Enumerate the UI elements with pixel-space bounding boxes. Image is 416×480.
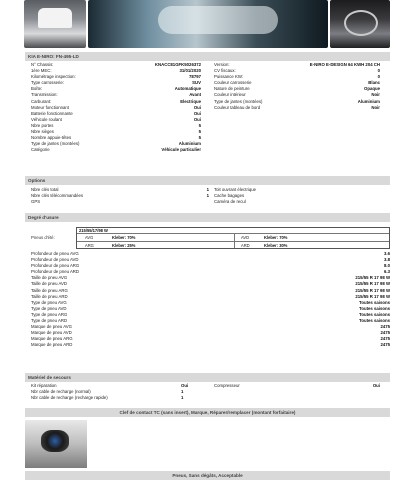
secours-left — [31, 383, 219, 401]
secours-field-value: Oui — [372, 383, 380, 388]
tyre-wear-avd: 70% — [279, 234, 288, 240]
vehicle-photo-rear[interactable] — [24, 0, 86, 48]
vehicle-photo-front[interactable] — [88, 0, 328, 48]
vehicle-field-value: Noir — [371, 92, 380, 98]
vehicle-field-label: Type de jantes (montées) — [31, 141, 80, 147]
tyre-detail-label: Profondeur de pneu AVG — [31, 251, 79, 256]
tyre-detail-label: Marque de pneu AVD — [31, 330, 72, 336]
vehicle-photo-dashboard[interactable] — [330, 0, 390, 48]
options-left — [31, 187, 209, 205]
vehicle-field-label: N° Chassis: — [31, 62, 54, 67]
tyre-detail-label: Profondeur de pneu AVD — [31, 257, 79, 263]
vehicle-field — [31, 147, 201, 153]
tyre-detail-value: Toutes saisons — [359, 299, 390, 305]
tyre-detail-value: Toutes saisons — [359, 305, 390, 311]
tyre-detail-label: Type de pneu AVG — [31, 299, 67, 305]
vehicle-field-label: Nombre appuie-têtes — [31, 135, 72, 141]
vehicle-field-label: Couleur carrosserie — [214, 80, 252, 86]
tyre-wear-table — [76, 227, 390, 249]
tyre-detail-value: 2475 — [380, 324, 390, 330]
tyre-detail-value: 3.6 — [384, 251, 390, 256]
secours-title: Matériel de secours — [28, 375, 71, 380]
vehicle-field-value: Véhicule particulier — [161, 147, 201, 153]
tyre-detail-value: Toutes saisons — [359, 311, 390, 317]
vehicle-field-value: 0 — [377, 68, 380, 74]
secours-field — [31, 395, 219, 401]
vehicle-field-label: Nbre portes — [31, 122, 54, 128]
secours-field-label: Kit réparation — [31, 383, 57, 388]
secours-field-value: Oui — [181, 383, 189, 388]
option-item — [214, 199, 374, 205]
tyre-brand-avd: Kleber: — [264, 234, 279, 240]
vehicle-field-label: Transmission: — [31, 92, 58, 98]
tyre-wear-ard: 30% — [279, 242, 288, 248]
options-right — [214, 187, 374, 205]
key-photo[interactable] — [25, 420, 87, 468]
vehicle-field-label: Moteur fonctionnant — [31, 104, 69, 110]
vehicle-field-value: Aluminium — [178, 141, 201, 147]
tyre-detail-value: Toutes saisons — [359, 318, 390, 324]
vehicle-field-label: CV fiscaux: — [214, 68, 236, 74]
tyre-detail-label: Taille de pneu AVG — [31, 275, 68, 281]
vehicle-field-label: Nature de peinture — [214, 86, 250, 92]
option-count-label: Nbre clés télécommandées — [31, 193, 84, 199]
footer-text: Pneus, Sans dégâts, Acceptable — [172, 473, 243, 478]
option-count-label: Nbre clés total — [31, 187, 59, 192]
tyre-pos-ard: ARD — [241, 242, 250, 248]
vehicle-field-value: 78797 — [189, 74, 201, 80]
tyre-pos-avd: AVD — [241, 234, 250, 240]
option-item-label: Cache bagages — [214, 193, 245, 199]
vehicle-title-bar — [25, 52, 390, 61]
tyre-wear-avg: 70% — [127, 234, 136, 240]
vehicle-field-value: Automatique — [174, 86, 201, 92]
vehicle-field-value: 0 — [377, 74, 380, 80]
vehicle-field-value: 5 — [198, 122, 201, 128]
vehicle-field-value: SUV — [192, 80, 201, 86]
tyre-detail-value: 215/55 R 17 98 W — [355, 287, 390, 293]
vehicle-field-value: 5 — [198, 135, 201, 141]
vehicle-field-label: Nbre sièges — [31, 129, 54, 135]
key-section-bar — [25, 408, 390, 417]
tyre-detail-value: 2475 — [380, 336, 390, 342]
vehicle-field-label: Batterie fonctionnante — [31, 110, 73, 116]
tyre-brand-arg: Kleber: — [112, 242, 127, 248]
option-count-value: 1 — [206, 193, 209, 199]
vehicle-field-value: KNACC81GFK5026372 — [154, 62, 201, 67]
tyre-size: 215/55/17/98 W — [79, 228, 108, 233]
vehicle-field — [214, 105, 380, 111]
tyre-wear-arg: 25% — [127, 242, 136, 248]
tyre-detail-value: 215/55 R 17 98 W — [355, 293, 390, 299]
vehicle-field-value: Aluminium — [357, 98, 380, 104]
vehicle-field-label: Boîte: — [31, 86, 43, 92]
vehicle-field-value: Noir — [371, 104, 380, 110]
vehicle-details-right — [214, 62, 380, 111]
tyre-detail-value: 2475 — [380, 342, 390, 348]
key-section-title: Clef de contact TC (sans insert), Marque, Réparer/remplacer (montant forfaitaire) — [119, 410, 296, 415]
option-count — [31, 199, 209, 205]
vehicle-field-label: Puissance KW: — [214, 74, 244, 80]
vehicle-field-label: Couleur tableau de bord — [214, 104, 261, 110]
tyre-detail-value: 2475 — [380, 330, 390, 336]
vehicle-field-value: Avant — [189, 92, 201, 98]
vehicle-field-value: E-NIRO E-DESIGN 64 KWH 204 CH — [309, 62, 380, 67]
tyre-detail-value: 215/55 R 17 98 W — [355, 281, 390, 287]
vehicle-field-value: Oui — [193, 116, 201, 122]
vehicle-field-label: Véhicule roulant — [31, 116, 62, 122]
vehicle-field-value: 5 — [198, 129, 201, 135]
secours-field — [214, 383, 380, 389]
tyre-detail-label: Taille de pneu ARD — [31, 293, 68, 299]
tyre-detail-label: Type de pneu ARG — [31, 311, 68, 317]
vehicle-details-left — [31, 62, 201, 153]
vehicle-field-label: Carburant: — [31, 98, 52, 104]
tyre-detail-label: Type de pneu ARD — [31, 318, 68, 324]
secours-field-value: 1 — [181, 395, 184, 401]
vehicle-field-value: Electrique — [180, 98, 201, 104]
option-count-value: 1 — [206, 187, 209, 192]
vehicle-field-value: 31/01/2020 — [179, 68, 201, 74]
secours-section-bar — [25, 373, 390, 382]
secours-right — [214, 383, 380, 389]
usure-title: Degré d'usure — [28, 215, 59, 220]
tyre-detail — [31, 342, 390, 348]
tyre-detail-value: 8.0 — [384, 263, 390, 269]
tyre-brand-avg: Kleber: — [112, 234, 127, 240]
tyre-detail-value: 6.3 — [384, 269, 390, 275]
tyre-type-label: Pneus d'été: — [31, 235, 55, 240]
tyre-detail-label: Marque de pneu ARD — [31, 342, 73, 348]
vehicle-field-value: Opaque — [364, 86, 380, 92]
secours-field-label: Compresseur — [214, 383, 240, 388]
option-item-label: Caméra de recul — [214, 199, 246, 205]
tyre-detail-label: Profondeur de pneu ARG — [31, 263, 80, 269]
vehicle-field-label: Catégorie — [31, 147, 50, 153]
vehicle-field-value: Blanc — [368, 80, 380, 86]
vehicle-field-label: Type carrosserie: — [31, 80, 64, 86]
tyre-detail-label: Type de pneu AVD — [31, 305, 67, 311]
vehicle-field-label: Type de jantes (montées) — [214, 98, 263, 104]
tyre-detail-label: Marque de pneu AVG — [31, 324, 73, 330]
tyre-detail-label: Marque de pneu ARG — [31, 336, 73, 342]
secours-field-label: Nbr cable de recharge (recharge rapide) — [31, 395, 108, 401]
vehicle-field-label: 1ère MEC: — [31, 68, 52, 74]
options-section-bar — [25, 176, 390, 185]
tyre-detail-label: Taille de pneu ARG — [31, 287, 68, 293]
tyre-pos-arg: ARG — [85, 242, 94, 248]
vehicle-field-value: Oui — [193, 104, 201, 110]
options-title: Options — [28, 178, 46, 183]
secours-field-label: Nbr cable de recharge (normal) — [31, 389, 91, 395]
tyre-detail-value: 3.8 — [384, 257, 390, 263]
tyre-detail-label: Profondeur de pneu ARD — [31, 269, 80, 275]
vehicle-field-label: Couleur intérieur — [214, 92, 246, 98]
tyre-brand-ard: Kleber: — [264, 242, 279, 248]
vehicle-field-label: Kilométrage inspection: — [31, 74, 76, 80]
usure-section-bar — [25, 213, 390, 222]
tyre-pos-avg: AVG — [85, 234, 94, 240]
vehicle-field-value: Oui — [193, 110, 201, 116]
photo-strip — [0, 0, 416, 50]
footer-bar — [25, 471, 390, 480]
tyre-detail-value: 215/55 R 17 98 W — [355, 275, 390, 281]
option-item-label: Toit ouvrant électrique — [214, 187, 257, 192]
tyre-detail-label: Taille de pneu AVD — [31, 281, 67, 287]
secours-field-value: 1 — [181, 389, 184, 395]
option-count-label: GPS — [31, 199, 41, 205]
vehicle-field-label: Version: — [214, 62, 230, 67]
tyre-details-list — [31, 251, 390, 349]
vehicle-title: KIA E-NIRO: FN-495-LD — [28, 54, 79, 59]
